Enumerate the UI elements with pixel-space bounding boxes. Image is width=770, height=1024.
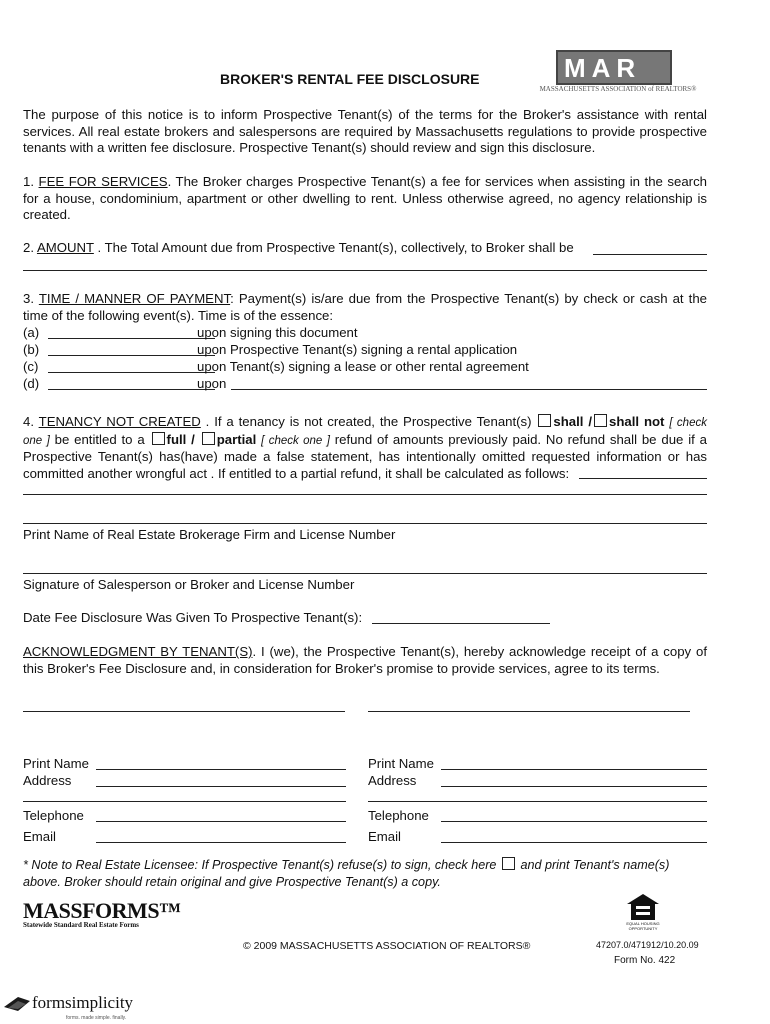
shall-not-label: shall not bbox=[609, 414, 665, 429]
tenant-1-email-field[interactable] bbox=[96, 842, 346, 843]
tenant-2-telephone-field[interactable] bbox=[441, 821, 707, 822]
licensee-note-part-2: and print Tenant's name(s) above. Broker should retain original and give Prospective Tenant(s) a copy. bbox=[23, 858, 670, 889]
partial-refund-field[interactable] bbox=[579, 478, 707, 479]
firm-name-label: Print Name of Real Estate Brokerage Firm and License Number bbox=[23, 527, 396, 542]
check-one-note-2: [ check one ] bbox=[261, 434, 330, 447]
tenant-2-email-label: Email bbox=[368, 829, 401, 844]
disclosure-date-label: Date Fee Disclosure Was Given To Prospective Tenant(s): bbox=[23, 610, 363, 625]
massforms-subtitle: Statewide Standard Real Estate Forms bbox=[23, 921, 139, 929]
firm-name-field[interactable] bbox=[23, 523, 707, 524]
amount-field-line-2[interactable] bbox=[23, 270, 707, 271]
section-3-text: : Payment(s) is/are due from the Prospective Tenant(s) by check or cash at the time of the following event(s). Time is of the essence: bbox=[23, 291, 708, 323]
payment-item-c bbox=[23, 359, 707, 376]
tenant-1-telephone-field[interactable] bbox=[96, 821, 346, 822]
shall-checkbox[interactable] bbox=[538, 414, 551, 427]
refuse-to-sign-checkbox[interactable] bbox=[502, 857, 515, 870]
form-code: 47207.0/471912/10.20.09 bbox=[596, 940, 699, 950]
payment-item-text: upon Prospective Tenant(s) signing a rental application bbox=[197, 342, 518, 357]
section-2-num: 2. bbox=[23, 240, 34, 255]
payment-item-d-extra-field[interactable] bbox=[231, 389, 707, 390]
payment-item-a bbox=[23, 325, 707, 342]
equal-housing-text: EQUAL HOUSING OPPORTUNITY bbox=[626, 921, 660, 931]
section-4 bbox=[23, 414, 707, 482]
acknowledgment bbox=[23, 644, 707, 677]
mar-logo-text: MAR bbox=[564, 53, 642, 83]
tenant-2-address-label: Address bbox=[368, 773, 417, 788]
partial-refund-field-line-2[interactable] bbox=[23, 494, 707, 495]
payment-item-d bbox=[23, 376, 707, 393]
section-1-text: . The Broker charges Prospective Tenant(s) a fee for services when assisting in the search for a house, condominium, apartment or other dwelling to rent. Unless otherwise agreed, no agency relationship is created. bbox=[23, 174, 708, 223]
mar-logo-box bbox=[556, 50, 672, 85]
section-4-heading: TENANCY NOT CREATED bbox=[38, 414, 201, 429]
formsimplicity-text: formsimplicity bbox=[32, 993, 134, 1012]
section-1-num: 1. bbox=[23, 174, 34, 189]
tenant-1-print-name-field[interactable] bbox=[96, 769, 346, 770]
payment-item-text: upon Tenant(s) signing a lease or other rental agreement bbox=[197, 359, 529, 374]
disclosure-date-field[interactable] bbox=[372, 623, 550, 624]
payment-item-label: (a) bbox=[23, 325, 40, 340]
payment-item-field[interactable] bbox=[48, 338, 215, 339]
section-1 bbox=[23, 174, 707, 224]
document-title: BROKER'S RENTAL FEE DISCLOSURE bbox=[220, 71, 480, 87]
tenant-1-print-name-label: Print Name bbox=[23, 756, 89, 771]
section-4-num: 4. bbox=[23, 414, 34, 429]
acknowledgment-heading: ACKNOWLEDGMENT BY TENANT(S) bbox=[23, 644, 253, 659]
tenant-2-signature-field[interactable] bbox=[368, 711, 690, 712]
tenant-1-telephone-label: Telephone bbox=[23, 808, 84, 823]
tenant-1-address-label: Address bbox=[23, 773, 72, 788]
licensee-note-part-1: * Note to Real Estate Licensee: If Prospective Tenant(s) refuse(s) to sign, check here bbox=[23, 858, 497, 872]
tenant-2-address-field[interactable] bbox=[441, 786, 707, 787]
section-1-heading: FEE FOR SERVICES bbox=[38, 174, 168, 189]
mar-logo-subtitle: MASSACHUSETTS ASSOCIATION of REALTORS® bbox=[539, 85, 697, 93]
section-2-heading: AMOUNT bbox=[36, 240, 94, 255]
section-4-text-2: be entitled to a bbox=[49, 431, 145, 447]
section-3-heading: TIME / MANNER OF PAYMENT bbox=[38, 291, 231, 306]
amount-field[interactable] bbox=[593, 254, 707, 255]
equal-housing-icon bbox=[626, 893, 660, 931]
partial-label: partial bbox=[216, 431, 257, 447]
tenant-1-email-label: Email bbox=[23, 829, 56, 844]
payment-item-text: upon bbox=[197, 376, 227, 391]
formsimplicity-logo bbox=[4, 993, 154, 1021]
payment-item-field[interactable] bbox=[48, 372, 215, 373]
tenant-1-signature-field[interactable] bbox=[23, 711, 345, 712]
tenant-2-telephone-label: Telephone bbox=[368, 808, 429, 823]
payment-item-label: (b) bbox=[23, 342, 40, 357]
full-label: full / bbox=[166, 431, 195, 447]
equal-housing-house-icon bbox=[626, 893, 660, 921]
check-one-note-1: [ check one ] bbox=[23, 417, 707, 447]
salesperson-signature-field[interactable] bbox=[23, 573, 707, 574]
tenant-1-address-field[interactable] bbox=[96, 786, 346, 787]
section-3 bbox=[23, 291, 707, 324]
payment-item-label: (c) bbox=[23, 359, 39, 374]
tenant-2-address-field-2[interactable] bbox=[368, 801, 707, 802]
section-4-text-1: . If a tenancy is not created, the Prospective Tenant(s) bbox=[200, 414, 532, 429]
salesperson-signature-label: Signature of Salesperson or Broker and License Number bbox=[23, 577, 355, 592]
tenant-2-print-name-label: Print Name bbox=[368, 756, 434, 771]
copyright: © 2009 MASSACHUSETTS ASSOCIATION OF REALTORS® bbox=[243, 940, 531, 952]
section-2-text: . The Total Amount due from Prospective Tenant(s), collectively, to Broker shall be bbox=[93, 240, 574, 255]
shall-label: shall / bbox=[553, 414, 593, 429]
section-3-num: 3. bbox=[23, 291, 34, 306]
licensee-note bbox=[23, 857, 707, 890]
formsimplicity-tagline: forms. made simple. finally. bbox=[66, 1015, 127, 1021]
form-number: Form No. 422 bbox=[614, 955, 676, 966]
payment-item-field[interactable] bbox=[48, 389, 215, 390]
payment-item-text: upon signing this document bbox=[197, 325, 358, 340]
massforms-logo: MASSFORMS™ bbox=[23, 898, 181, 923]
payment-item-b bbox=[23, 342, 707, 359]
partial-checkbox[interactable] bbox=[202, 432, 215, 445]
section-4-text-3: refund of amounts previously paid. No refund shall be due if a Prospective Tenant(s) has(have) made a false statement, has intentionally omitted requested information or has committed another wrongful act . If entitled to a partial refund, it shall be calculated as follows: bbox=[23, 431, 707, 481]
tenant-2-email-field[interactable] bbox=[441, 842, 707, 843]
full-checkbox[interactable] bbox=[152, 432, 165, 445]
intro-paragraph: The purpose of this notice is to inform Prospective Tenant(s) of the terms for the Broker's assistance with rental services. All real estate brokers and salespersons are required by Massachusetts regulations to provide prospective tenants with a written fee disclosure. Prospective Tenant(s) should review and sign this disclosure. bbox=[23, 107, 707, 156]
tenant-2-print-name-field[interactable] bbox=[441, 769, 707, 770]
formsimplicity-icon bbox=[4, 995, 32, 1013]
tenant-1-address-field-2[interactable] bbox=[23, 801, 346, 802]
acknowledgment-text: . I (we), the Prospective Tenant(s), hereby acknowledge receipt of a copy of this Broker's Fee Disclosure and, in consideration for Broker's promise to provide services, agree to its terms. bbox=[23, 644, 707, 676]
mar-logo bbox=[518, 50, 718, 98]
payment-item-label: (d) bbox=[23, 376, 40, 391]
shall-not-checkbox[interactable] bbox=[594, 414, 607, 427]
payment-item-field[interactable] bbox=[48, 355, 215, 356]
